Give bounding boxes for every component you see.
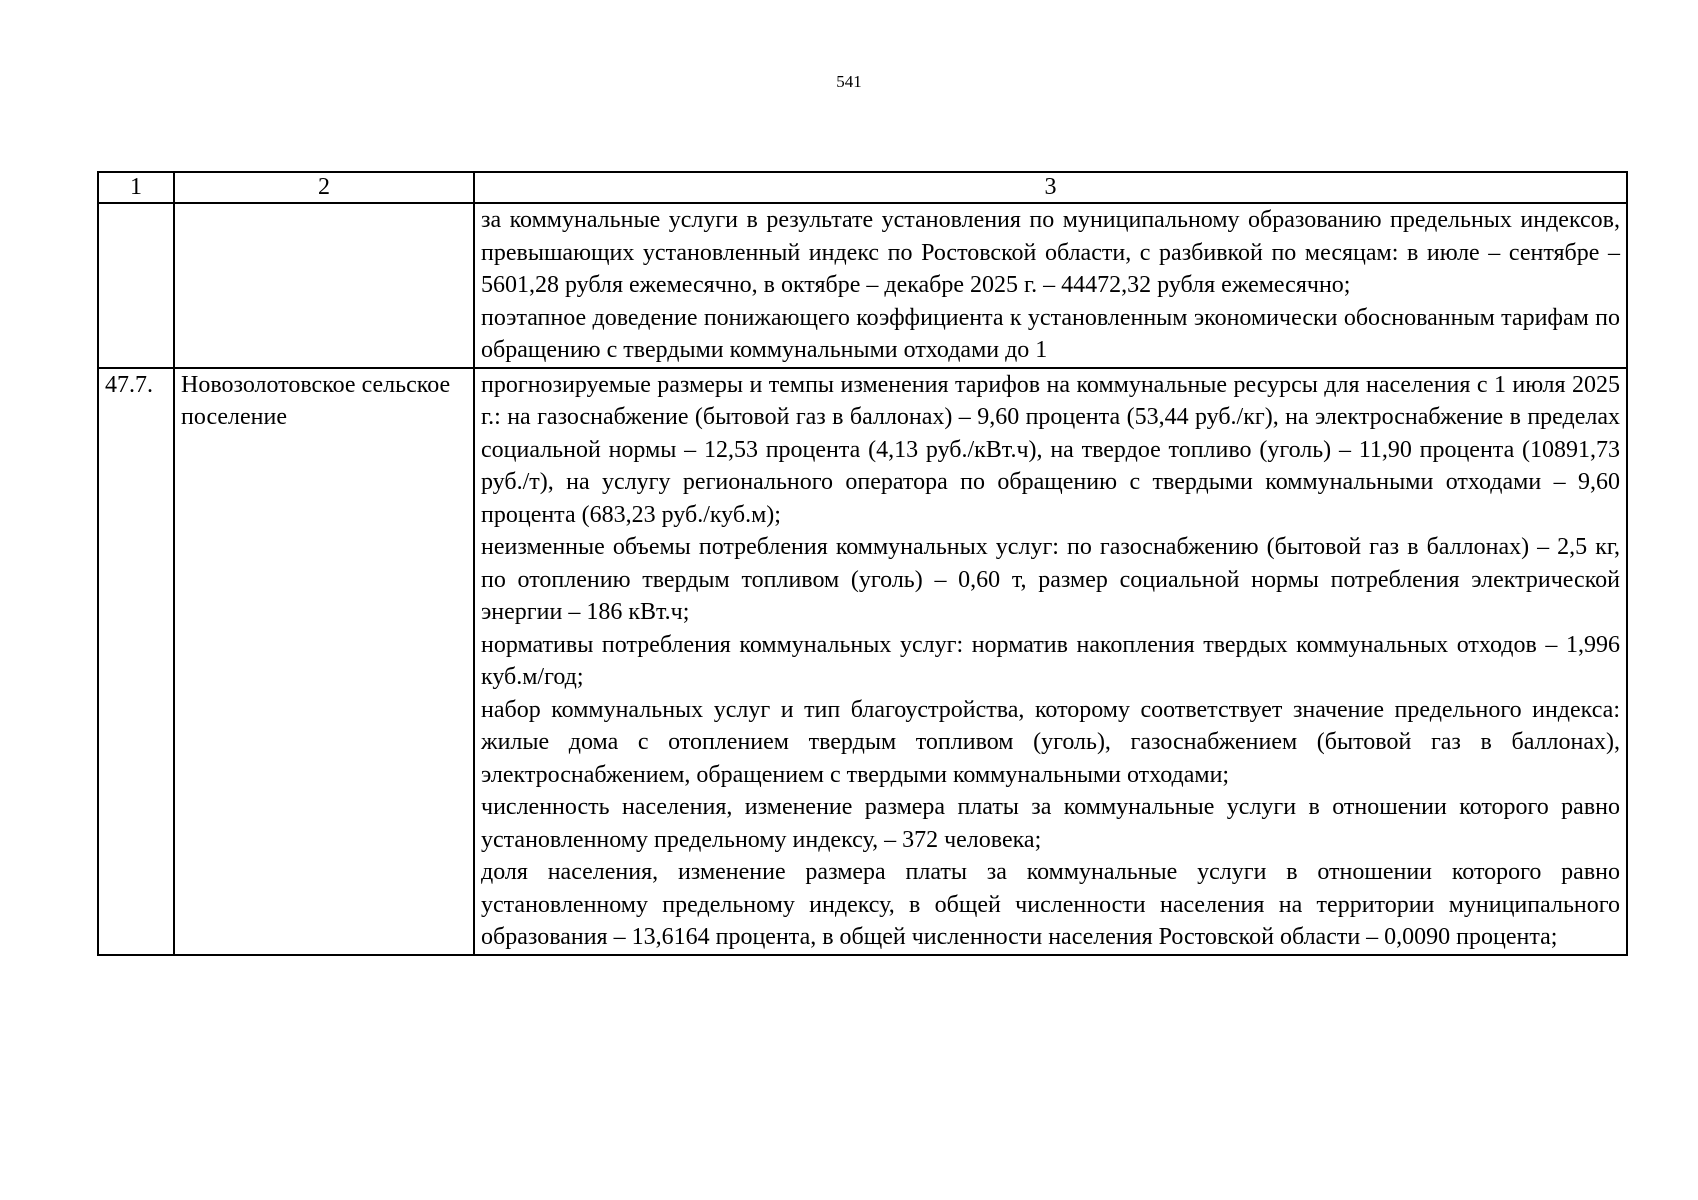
page-number: 541 [836,72,862,91]
header-col-2: 2 [174,172,474,203]
content-paragraph: за коммунальные услуги в результате установления по муниципальному образованию предельных индексов, превышающих установленный индекс по Ростовской области, с разбивкой по месяцам: в июле – сентябре – 5601,28 рубля ежемесячно, в октябре – декабре 2025 г. – 44472,32 рубля ежемесячно; [481,207,1620,298]
row-name-cell: Новозолотовское сельское поселение [174,368,474,955]
table-header-row [98,172,1627,203]
row-number-cell [98,203,174,368]
content-paragraph: неизменные объемы потребления коммунальных услуг: по газоснабжению (бытовой газ в баллонах) – 2,5 кг, по отоплению твердым топливом (уголь) – 0,60 т, размер социальной нормы потребления электрической энергии – 186 кВт.ч; [481,534,1620,625]
content-paragraph: прогнозируемые размеры и темпы изменения тарифов на коммунальные ресурсы для населения с 1 июля 2025 г.: на газоснабжение (бытовой газ в баллонах) – 9,60 процента (53,44 руб./кг), на электроснабжение в пределах социальной нормы – 12,53 процента (4,13 руб./кВт.ч), на твердое топливо (уголь) – 11,90 процента (10891,73 руб./т), на услугу регионального оператора по обращению с твердыми коммунальными отходами – 9,60 процента (683,23 руб./куб.м); [481,371,1620,528]
content-paragraph: поэтапное доведение понижающего коэффициента к установленным экономически обоснованным тарифам по обращению с твердыми коммунальными отходами до 1 [481,304,1620,363]
content-paragraph: доля населения, изменение размера платы за коммунальные услуги в отношении которого равно установленному предельному индексу, в общей численности населения на территории муниципального образования – 13,6164 процента, в общей численности населения Ростовской области – 0,0090 процента; [481,859,1620,950]
header-col-3: 3 [474,172,1627,203]
content-paragraph: нормативы потребления коммунальных услуг: норматив накопления твердых коммунальных отходов – 1,996 куб.м/год; [481,631,1620,690]
document-table [97,171,1628,956]
table-row [98,203,1627,368]
table-row [98,368,1627,955]
content-paragraph: набор коммунальных услуг и тип благоустройства, которому соответствует значение предельного индекса: жилые дома с отоплением твердым топливом (уголь), газоснабжением (бытовой газ в баллонах), электроснабжением, обращением с твердыми коммунальными отходами; [481,696,1620,788]
content-paragraph: численность населения, изменение размера платы за коммунальные услуги в отношении которого равно установленному предельному индексу, – 372 человека; [481,794,1620,853]
row-name-cell [174,203,474,368]
row-number-cell: 47.7. [98,368,174,955]
header-col-1: 1 [98,172,174,203]
row-content-cell [474,368,1627,955]
row-content-cell [474,203,1627,368]
